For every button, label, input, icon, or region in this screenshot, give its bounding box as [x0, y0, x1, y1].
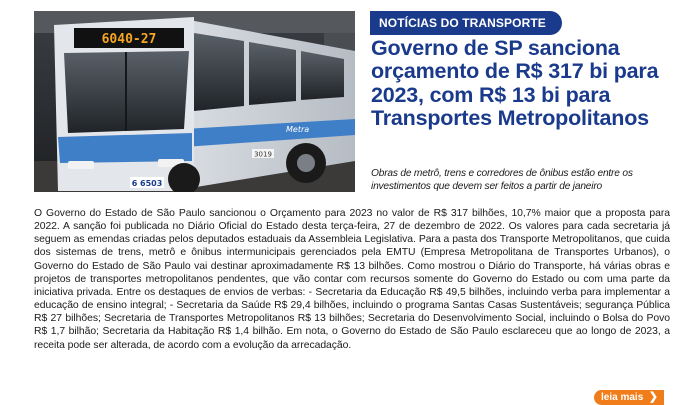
- read-more-button[interactable]: [594, 390, 664, 405]
- article-photo-bus: [34, 11, 355, 192]
- article-subtitle: Obras de metrô, trens e corredores de ônibus estão entre os investimentos que devem ser feitos a partir de janeiro: [371, 168, 633, 192]
- section-tag[interactable]: NOTÍCIAS DO TRANSPORTE: [370, 11, 562, 35]
- destination-sign-text: 6040-27: [101, 32, 157, 47]
- plate-number-text: 3019: [254, 150, 272, 159]
- article-body: O Governo do Estado de São Paulo sancionou o Orçamento para 2023 no valor de R$ 317 bilhões, 10,7% maior que a proposta para 2022. A sanção foi publicada no Diário Oficial do Estado desta terça-feira, 27 de dezembro de 2022. Os valores para cada secretaria já seguem as emendas criadas pelos deputados estaduais da Assembleia Legislativa. Para a pasta dos Transporte Metropolitanos, que cuida dos sistemas de trens, metrô e ônibus intermunicipais gerenciados pela EMTU (Empresa Metropolitana de Transportes Urbanos), o Governo do Estado de São Paulo vai destinar aproximadamente R$ 13 bilhões. Como mostrou o Diário do Transporte, há várias obras e projetos de transportes metropolitanos pendentes, que vão contar com recursos somente do Governo do Estado ou com uma parte da iniciativa privada. Entre os destaques de envios de verbas: - Secretaria da Educação R$ 49,5 bilhões, incluindo verba para implementar a educação de ensino integral; - Secretaria da Saúde R$ 29,4 bilhões, incluindo o programa Santas Casas Sustentáveis; segurança Pública R$ 27 bilhões; Secretaria de Transportes Metropolitanos R$ 13 bilhões; Secretaria do Desenvolvimento Social, incluindo o Bolsa do Povo R$ 1,7 bilhão; Secretaria da Habitação R$ 1,4 bilhão. Em nota, o Governo do Estado de São Paulo esclareceu que ao longo de 2023, a receita pode ser alterada, de acordo com a evolução da arrecadação.: [34, 208, 670, 351]
- bus-illustration: [34, 11, 355, 192]
- read-more-label: leia mais: [601, 392, 644, 403]
- side-logo-text: Metra: [286, 125, 310, 134]
- chevron-right-icon: ❯: [648, 391, 658, 403]
- fleet-number-text: 6 6503: [131, 179, 163, 188]
- article-headline[interactable]: Governo de SP sanciona orçamento de R$ 317 bi para 2023, com R$ 13 bi para Transportes Metropolitanos: [371, 36, 659, 130]
